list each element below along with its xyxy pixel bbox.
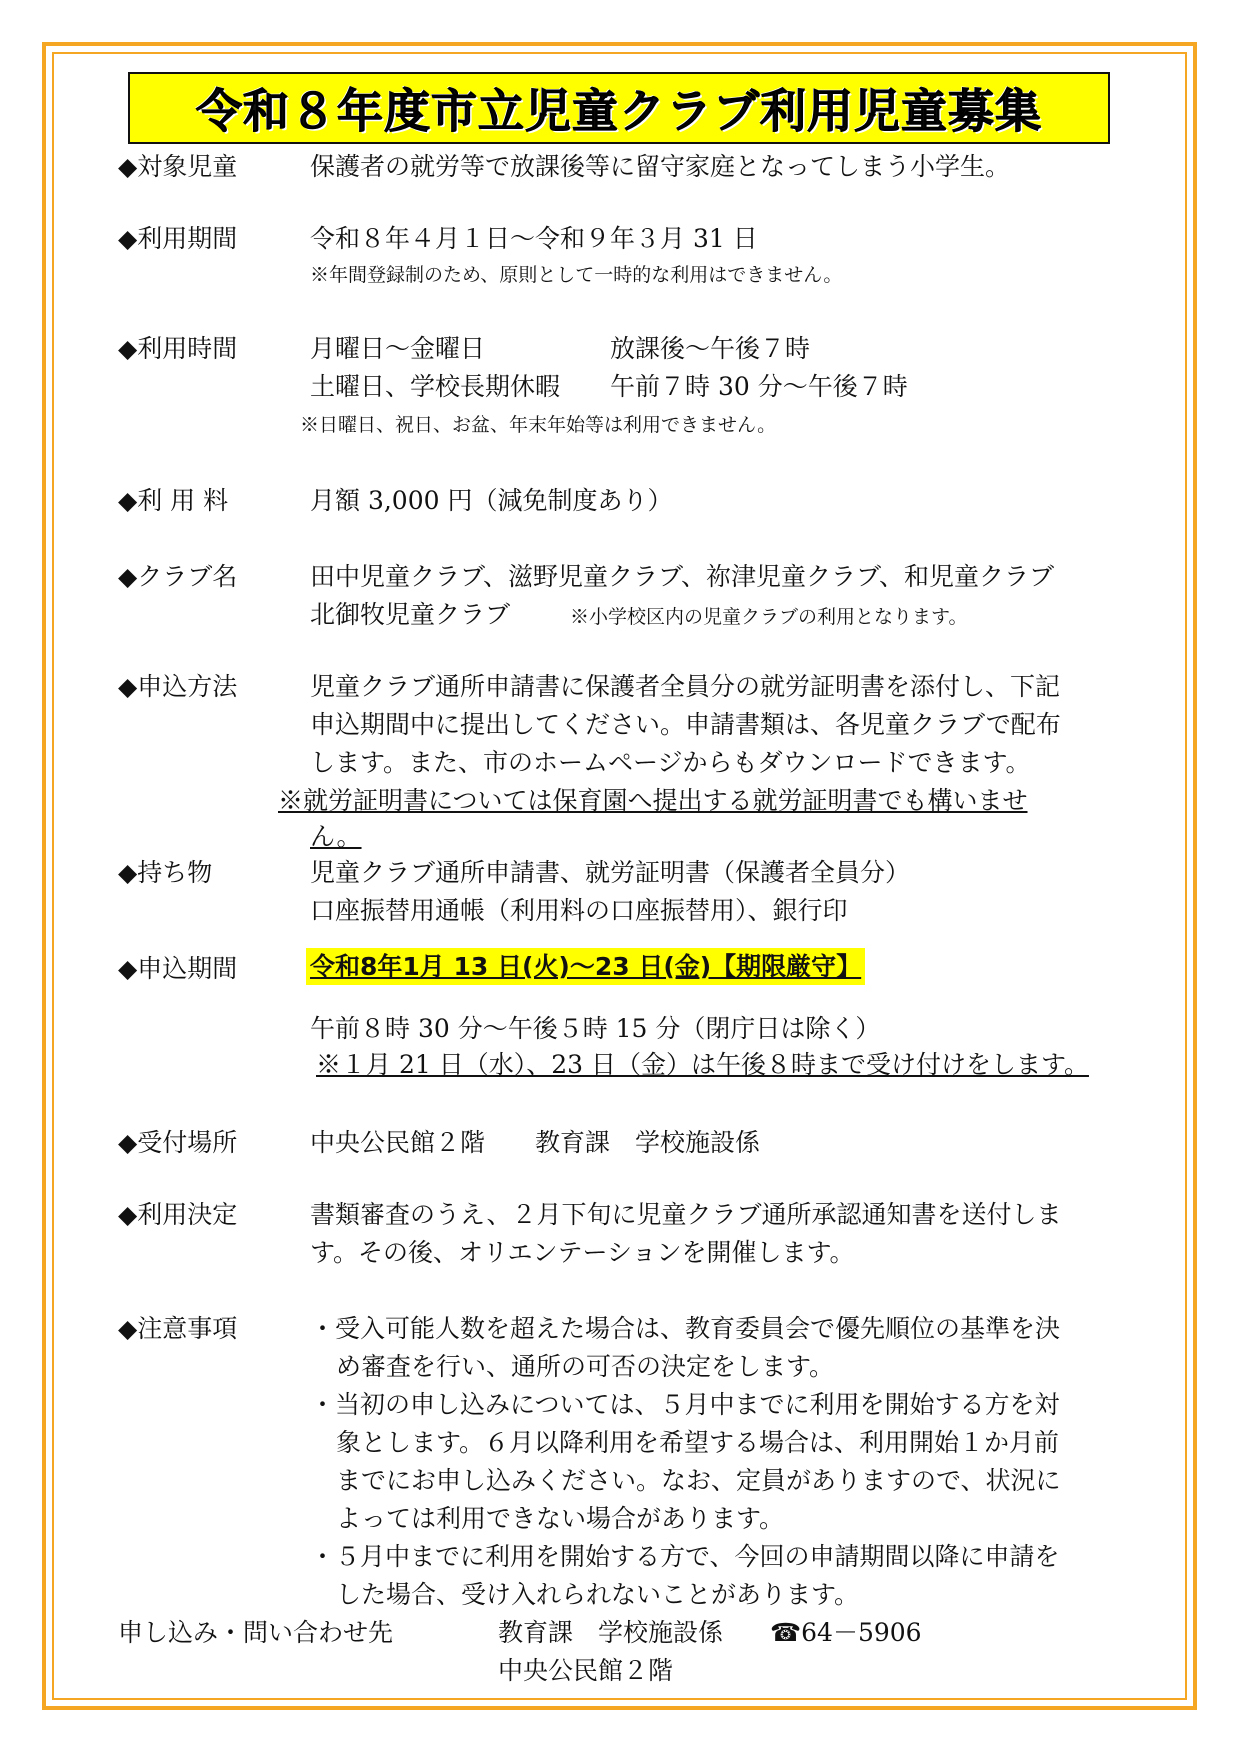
method-line1: 児童クラブ通所申請書に保護者全員分の就労証明書を添付し、下記: [310, 672, 1061, 701]
hours-row-holiday: [310, 368, 1120, 406]
note-hours: ※日曜日、祝日、お盆、年末年始等は利用できません。: [300, 414, 777, 436]
method-line2: 申込期間中に提出してください。申請書類は、各児童クラブで配布: [310, 710, 1061, 739]
notes-b1-line1: ・受入可能人数を超えた場合は、教育委員会で優先順位の基準を決: [310, 1314, 1061, 1343]
notes-b2-line1: ・当初の申し込みについては、５月中までに利用を開始する方を対: [310, 1390, 1060, 1419]
text-period: 令和８年４月１日～令和９年３月 31 日: [310, 224, 758, 253]
hours-weekday-time: 放課後～午後７時: [610, 334, 811, 363]
contact-place: 中央公民館２階: [498, 1656, 674, 1685]
clubs-name-kitamimaki: 北御牧児童クラブ: [310, 600, 511, 629]
label-decision: ◆利用決定: [118, 1200, 238, 1229]
contact-dept: 教育課 学校施設係: [498, 1618, 724, 1647]
method-note1: ※就労証明書については保育園へ提出する就労証明書でも構いませ: [278, 786, 1028, 815]
notes-b2-line2: 象とします。６月以降利用を希望する場合は、利用開始１か月前: [336, 1428, 1060, 1457]
notes-b2-line3: までにお申し込みください。なお、定員がありますので、状況に: [336, 1466, 1061, 1495]
apply-highlight-wrap: [306, 948, 1116, 986]
notes-b3-line1: ・５月中までに利用を開始する方で、今回の申請期間以降に申請を: [310, 1542, 1060, 1571]
apply-line2: ※１月 21 日（水）、23 日（金）は午後８時まで受け付けをします。: [316, 1050, 1089, 1079]
apply-period-highlight: 令和8年1月 13 日(火)～23 日(金)【期限厳守】: [306, 948, 865, 985]
label-apply: ◆申込期間: [118, 954, 238, 983]
label-method: ◆申込方法: [118, 672, 238, 701]
label-notes: ◆注意事項: [118, 1314, 238, 1343]
method-note2: ん。: [310, 822, 362, 851]
label-items: ◆持ち物: [118, 858, 213, 887]
decision-line1: 書類審査のうえ、２月下旬に児童クラブ通所承認通知書を送付しま: [310, 1200, 1062, 1229]
label-hours: ◆利用時間: [118, 334, 238, 363]
clubs-line1: 田中児童クラブ、滋野児童クラブ、祢津児童クラブ、和児童クラブ: [310, 562, 1055, 591]
text-target: 保護者の就労等で放課後等に留守家庭となってしまう小学生。: [310, 152, 1011, 181]
clubs-note: ※小学校区内の児童クラブの利用となります。: [570, 606, 968, 628]
label-period: ◆利用期間: [118, 224, 238, 253]
page-title: 令和８年度市立児童クラブ利用児童募集: [128, 72, 1110, 144]
contact-label: 申し込み・問い合わせ先: [118, 1618, 394, 1647]
items-line2: 口座振替用通帳（利用料の口座振替用）、銀行印: [310, 896, 848, 925]
hours-holiday-days: 土曜日、学校長期休暇: [310, 372, 561, 401]
text-fee: 月額 3,000 円（減免制度あり）: [310, 486, 673, 515]
apply-line1: 午前８時 30 分～午後５時 15 分（閉庁日は除く）: [310, 1014, 881, 1043]
hours-weekday-days: 月曜日～金曜日: [310, 334, 486, 363]
label-place: ◆受付場所: [118, 1128, 238, 1157]
contact-phone-row: [770, 1614, 922, 1652]
method-line3: します。また、市のホームページからもダウンロードできます。: [310, 748, 1031, 777]
notes-b1-line2: め審査を行い、通所の可否の決定をします。: [336, 1352, 835, 1381]
hours-holiday-time: 午前７時 30 分～午後７時: [610, 372, 908, 401]
decision-line2: す。その後、オリエンテーションを開催します。: [310, 1238, 855, 1267]
notes-b3-line2: した場合、受け入れられないことがあります。: [336, 1580, 860, 1609]
notes-b2-line4: よっては利用できない場合があります。: [336, 1504, 785, 1533]
label-fee: ◆利 用 料: [118, 486, 229, 515]
label-clubs: ◆クラブ名: [118, 562, 238, 591]
contact-phone: 64－5906: [801, 1618, 922, 1647]
text-place: 中央公民館２階 教育課 学校施設係: [310, 1128, 761, 1157]
hours-row-weekday: [310, 330, 1120, 368]
label-target: ◆対象児童: [118, 152, 238, 181]
note-period: ※年間登録制のため、原則として一時的な利用はできません。: [310, 264, 843, 286]
phone-icon: ☎: [770, 1618, 802, 1647]
items-line1: 児童クラブ通所申請書、就労証明書（保護者全員分）: [310, 858, 911, 887]
clubs-line2: [310, 596, 1120, 634]
